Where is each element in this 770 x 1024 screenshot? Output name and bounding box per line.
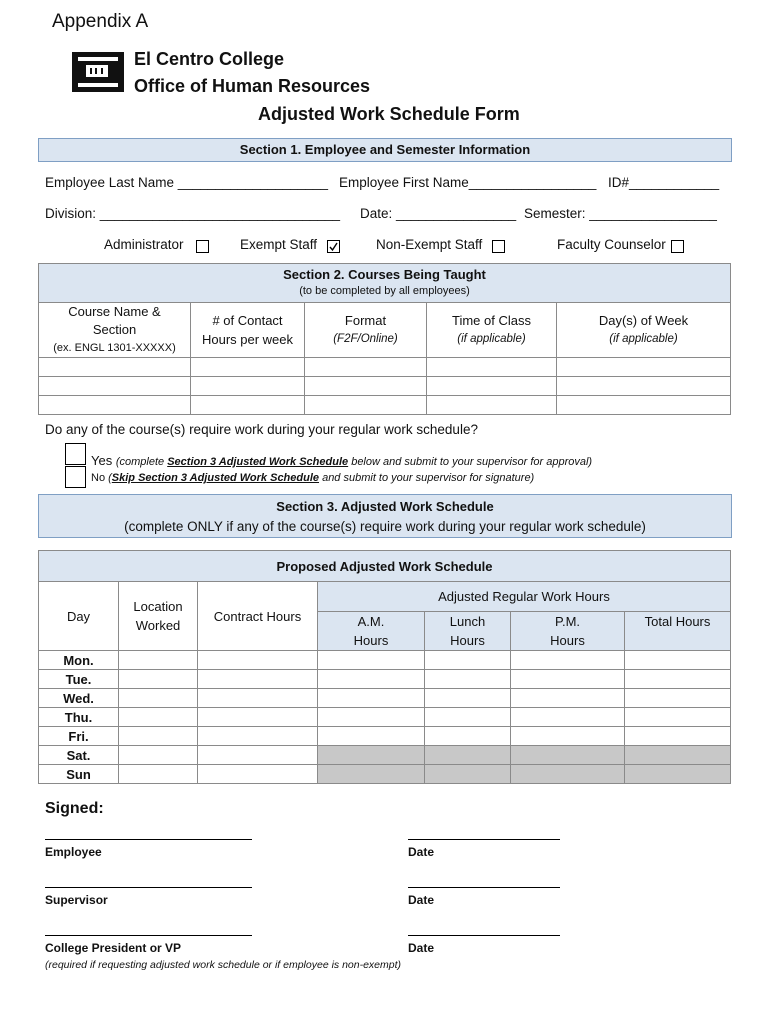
administrator-label: Administrator: [104, 237, 184, 252]
day-saturday: Sat.: [39, 746, 119, 765]
table-cell[interactable]: [198, 708, 318, 727]
day-thursday: Thu.: [39, 708, 119, 727]
table-cell[interactable]: [511, 708, 625, 727]
no-label: No: [91, 472, 106, 484]
table-cell[interactable]: [119, 746, 198, 765]
work-schedule-question: Do any of the course(s) require work during your regular work schedule?: [45, 422, 478, 437]
section3-banner: [38, 494, 732, 538]
table-row: [39, 670, 731, 689]
table-cell[interactable]: [305, 377, 427, 396]
lunch-hours-header: Lunch: [449, 614, 486, 629]
checkmark-icon: [328, 241, 339, 252]
table-cell-disabled: [511, 746, 625, 765]
day-monday: Mon.: [39, 651, 119, 670]
table-cell-disabled: [318, 746, 425, 765]
table-cell[interactable]: [511, 689, 625, 708]
last-name-field[interactable]: Employee Last Name ____________________: [45, 175, 328, 190]
president-date-label: Date: [408, 941, 435, 955]
table-cell[interactable]: [557, 396, 731, 415]
table-cell[interactable]: [425, 727, 511, 746]
am-hours-header: A.M.: [357, 614, 385, 629]
signature-note: (required if requesting adjusted work schedule or if employee is non-exempt): [45, 959, 402, 971]
date-field[interactable]: Date: ________________: [360, 206, 517, 221]
president-signature-line[interactable]: [45, 935, 252, 936]
day-header: Day: [39, 582, 119, 651]
faculty-counselor-label: Faculty Counselor: [557, 237, 666, 252]
table-cell[interactable]: [198, 670, 318, 689]
division-field[interactable]: Division: ________________________________: [45, 206, 341, 221]
day-sunday: Sun: [39, 765, 119, 784]
table-cell[interactable]: [198, 746, 318, 765]
table-cell[interactable]: [625, 708, 731, 727]
no-post: and submit to your supervisor for signature): [319, 472, 535, 484]
supervisor-label: Supervisor: [45, 893, 108, 907]
schedule-table-title: Proposed Adjusted Work Schedule: [39, 551, 731, 582]
supervisor-date-label: Date: [408, 893, 435, 907]
table-cell[interactable]: [119, 670, 198, 689]
signed-heading: Signed:: [45, 800, 104, 817]
days-of-week-hint: (if applicable): [609, 333, 678, 345]
table-cell[interactable]: [318, 708, 425, 727]
exempt-staff-label: Exempt Staff: [240, 237, 318, 252]
table-cell[interactable]: [511, 727, 625, 746]
section3-subtitle: (complete ONLY if any of the course(s) require work during your regular work schedule): [124, 519, 646, 534]
non-exempt-staff-checkbox[interactable]: [492, 240, 505, 253]
yes-label: Yes: [91, 453, 113, 468]
employee-date-label: Date: [408, 845, 435, 859]
president-date-line[interactable]: [408, 935, 560, 936]
no-checkbox[interactable]: [65, 466, 86, 488]
supervisor-signature-line[interactable]: [45, 887, 252, 888]
table-cell[interactable]: [625, 689, 731, 708]
total-hours-header: Total Hours: [625, 612, 731, 651]
table-cell[interactable]: [318, 651, 425, 670]
employee-label: Employee: [45, 845, 102, 859]
table-row: [39, 765, 731, 784]
yes-link: Section 3 Adjusted Work Schedule: [167, 456, 349, 468]
table-cell[interactable]: [511, 670, 625, 689]
faculty-counselor-checkbox[interactable]: [671, 240, 684, 253]
no-pre: (: [108, 472, 112, 484]
table-cell[interactable]: [427, 396, 557, 415]
table-cell[interactable]: [625, 727, 731, 746]
exempt-staff-checkbox[interactable]: [327, 240, 340, 253]
table-row: [39, 358, 731, 377]
table-cell[interactable]: [119, 765, 198, 784]
table-row: [39, 396, 731, 415]
non-exempt-staff-label: Non-Exempt Staff: [376, 237, 483, 252]
yes-pre: (complete: [115, 456, 168, 468]
table-row: [39, 746, 731, 765]
president-label: College President or VP: [45, 941, 182, 955]
supervisor-date-line[interactable]: [408, 887, 560, 888]
college-name: El Centro College: [134, 49, 285, 69]
table-cell[interactable]: [39, 377, 191, 396]
lunch-hours-header-2: Hours: [450, 633, 485, 648]
table-cell[interactable]: [198, 765, 318, 784]
college-logo: [72, 52, 124, 92]
table-cell[interactable]: [318, 727, 425, 746]
table-cell[interactable]: [39, 396, 191, 415]
adjusted-hours-header: Adjusted Regular Work Hours: [318, 582, 731, 612]
table-cell-disabled: [425, 765, 511, 784]
employee-date-line[interactable]: [408, 839, 560, 840]
format-header: Format: [344, 313, 387, 328]
form-title: Adjusted Work Schedule Form: [258, 104, 520, 124]
table-row: [39, 651, 731, 670]
table-row: [39, 377, 731, 396]
table-row: [39, 689, 731, 708]
table-cell-disabled: [318, 765, 425, 784]
contract-hours-header: Contract Hours: [198, 582, 318, 651]
table-cell[interactable]: [191, 377, 305, 396]
format-hint: (F2F/Online): [333, 333, 398, 345]
contact-hours-header-2: Hours per week: [201, 332, 294, 347]
table-cell[interactable]: [119, 727, 198, 746]
section2-title: Section 2. Courses Being Taught: [283, 267, 486, 282]
table-cell[interactable]: [198, 727, 318, 746]
pm-hours-header: P.M.: [554, 614, 581, 629]
no-link: Skip Section 3 Adjusted Work Schedule: [111, 472, 320, 484]
day-friday: Fri.: [39, 727, 119, 746]
table-cell[interactable]: [427, 358, 557, 377]
table-cell[interactable]: [425, 689, 511, 708]
table-cell[interactable]: [318, 670, 425, 689]
courses-table: [38, 263, 731, 415]
pm-hours-header-2: Hours: [550, 633, 585, 648]
table-cell-disabled: [425, 746, 511, 765]
no-option: [91, 472, 534, 484]
section3-title: Section 3. Adjusted Work Schedule: [276, 499, 494, 514]
table-cell-disabled: [511, 765, 625, 784]
appendix-label: Appendix A: [52, 11, 149, 32]
yes-post: below and submit to your supervisor for approval): [348, 456, 593, 468]
table-cell[interactable]: [425, 651, 511, 670]
time-of-class-hint: (if applicable): [457, 333, 526, 345]
day-tuesday: Tue.: [39, 670, 119, 689]
location-header: Location: [133, 599, 183, 614]
contact-hours-header: # of Contact: [212, 313, 283, 328]
table-cell[interactable]: [119, 651, 198, 670]
table-cell[interactable]: [119, 708, 198, 727]
table-cell[interactable]: [557, 377, 731, 396]
table-cell[interactable]: [511, 651, 625, 670]
table-cell-disabled: [625, 765, 731, 784]
employee-signature-line[interactable]: [45, 839, 252, 840]
first-name-field[interactable]: Employee First Name_________________: [339, 175, 597, 190]
table-cell[interactable]: [191, 358, 305, 377]
table-cell[interactable]: [198, 651, 318, 670]
course-section-header: Section: [92, 322, 137, 337]
table-cell[interactable]: [625, 651, 731, 670]
day-wednesday: Wed.: [39, 689, 119, 708]
schedule-table: [38, 550, 731, 784]
table-cell[interactable]: [305, 358, 427, 377]
course-name-header: Course Name &: [68, 304, 161, 319]
office-name: Office of Human Resources: [134, 76, 371, 96]
table-cell-disabled: [625, 746, 731, 765]
am-hours-header-2: Hours: [353, 633, 389, 648]
id-field[interactable]: ID#____________: [608, 175, 720, 190]
course-example: (ex. ENGL 1301-XXXXX): [53, 342, 176, 354]
table-cell[interactable]: [427, 377, 557, 396]
time-of-class-header: Time of Class: [452, 313, 531, 328]
semester-field[interactable]: Semester: _________________: [524, 206, 717, 221]
table-cell[interactable]: [39, 358, 191, 377]
administrator-checkbox[interactable]: [196, 240, 209, 253]
section2-subtitle: (to be completed by all employees): [299, 285, 470, 297]
yes-option: [91, 453, 592, 468]
table-cell[interactable]: [119, 689, 198, 708]
location-header-2: Worked: [135, 618, 181, 633]
table-cell[interactable]: [318, 689, 425, 708]
table-cell[interactable]: [425, 670, 511, 689]
table-row: [39, 708, 731, 727]
table-cell[interactable]: [557, 358, 731, 377]
table-cell[interactable]: [625, 670, 731, 689]
table-cell[interactable]: [425, 708, 511, 727]
table-row: [39, 727, 731, 746]
days-of-week-header: Day(s) of Week: [598, 313, 689, 328]
table-cell[interactable]: [191, 396, 305, 415]
yes-checkbox[interactable]: [65, 443, 86, 465]
section1-title: Section 1. Employee and Semester Information: [38, 138, 732, 162]
table-cell[interactable]: [305, 396, 427, 415]
table-cell[interactable]: [198, 689, 318, 708]
